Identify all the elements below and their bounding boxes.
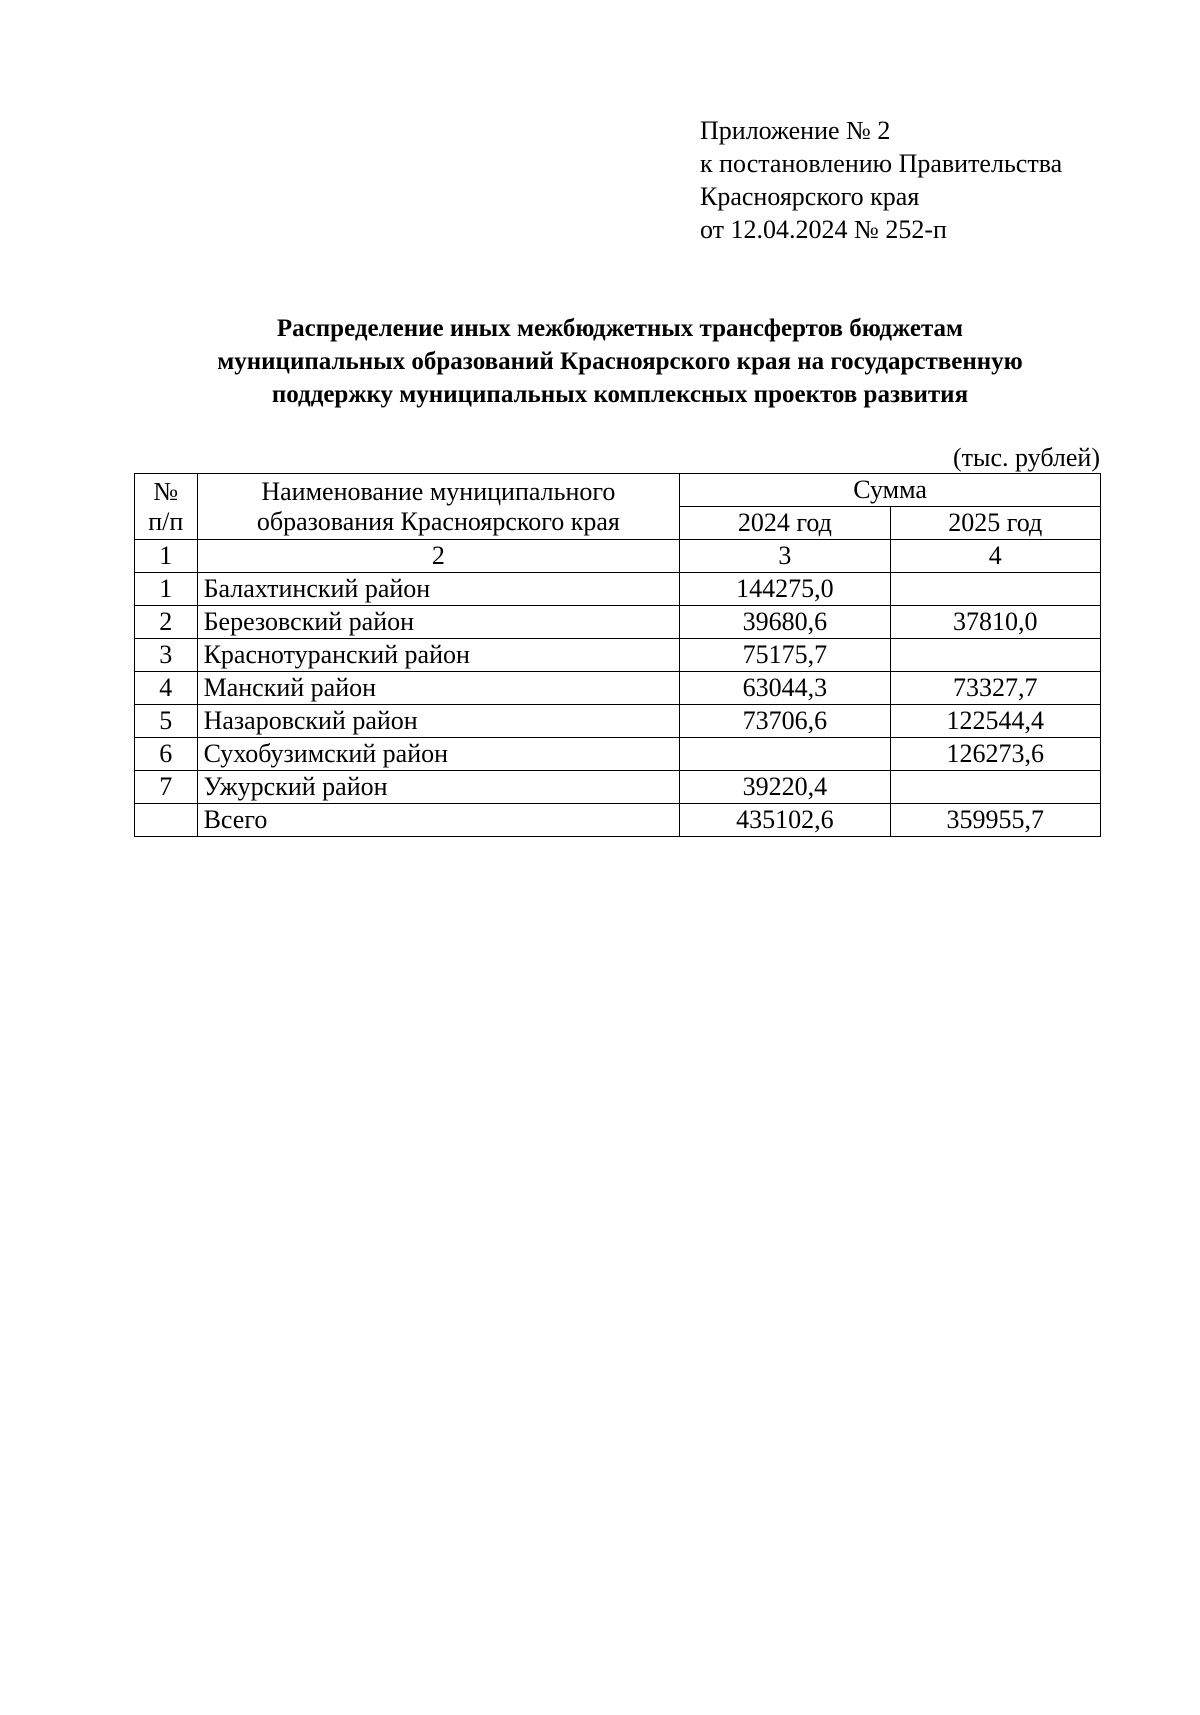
row-value-2024 xyxy=(680,738,890,771)
table-row xyxy=(135,573,1101,606)
header-num-line: № xyxy=(153,476,179,506)
header-num-line: п/п xyxy=(148,506,184,536)
row-value-2024: 63044,3 xyxy=(680,672,890,705)
total-label: Всего xyxy=(197,804,680,837)
row-value-2025 xyxy=(890,771,1100,804)
header-name-line: образования Красноярского края xyxy=(256,506,620,536)
distribution-table xyxy=(134,473,1101,837)
row-value-2024: 39220,4 xyxy=(680,771,890,804)
document-title xyxy=(120,312,1120,411)
row-value-2024: 73706,6 xyxy=(680,705,890,738)
total-num xyxy=(135,804,198,837)
row-name: Ужурский район xyxy=(197,771,680,804)
row-value-2025: 73327,7 xyxy=(890,672,1100,705)
row-value-2025: 122544,4 xyxy=(890,705,1100,738)
header-year-2024: 2024 год xyxy=(680,507,890,540)
row-value-2024: 75175,7 xyxy=(680,639,890,672)
row-num: 7 xyxy=(135,771,198,804)
table-row xyxy=(135,771,1101,804)
column-number: 1 xyxy=(135,540,198,573)
unit-label: (тыс. рублей) xyxy=(952,443,1100,472)
row-num: 1 xyxy=(135,573,198,606)
table-row xyxy=(135,606,1101,639)
column-number: 2 xyxy=(197,540,680,573)
table-row xyxy=(135,639,1101,672)
table-total-row xyxy=(135,804,1101,837)
row-name: Краснотуранский район xyxy=(197,639,680,672)
column-number-row xyxy=(135,540,1101,573)
column-number: 3 xyxy=(680,540,890,573)
row-value-2025 xyxy=(890,639,1100,672)
header-year-2025: 2025 год xyxy=(890,507,1100,540)
appendix-line: Приложение № 2 xyxy=(700,116,891,145)
total-value-2024: 435102,6 xyxy=(680,804,890,837)
column-number: 4 xyxy=(890,540,1100,573)
appendix-line: от 12.04.2024 № 252-п xyxy=(700,215,947,244)
title-line: Распределение иных межбюджетных трансфертов бюджетам xyxy=(276,315,964,342)
row-num: 5 xyxy=(135,705,198,738)
appendix-block xyxy=(700,114,1062,246)
header-sum: Сумма xyxy=(680,474,1101,507)
appendix-line: к постановлению Правительства xyxy=(700,149,1063,178)
row-value-2025: 37810,0 xyxy=(890,606,1100,639)
row-value-2024: 39680,6 xyxy=(680,606,890,639)
row-value-2025: 126273,6 xyxy=(890,738,1100,771)
row-name: Манский район xyxy=(197,672,680,705)
row-num: 4 xyxy=(135,672,198,705)
row-value-2025 xyxy=(890,573,1100,606)
row-name: Березовский район xyxy=(197,606,680,639)
total-value-2025: 359955,7 xyxy=(890,804,1100,837)
table-row xyxy=(135,672,1101,705)
row-name: Сухобузимский район xyxy=(197,738,680,771)
title-line: поддержку муниципальных комплексных проектов развития xyxy=(271,381,969,408)
row-name: Балахтинский район xyxy=(197,573,680,606)
table-row xyxy=(135,705,1101,738)
title-line: муниципальных образований Красноярского края на государственную xyxy=(217,348,1023,375)
row-num: 6 xyxy=(135,738,198,771)
header-name-line: Наименование муниципального xyxy=(261,476,616,506)
appendix-line: Красноярского края xyxy=(700,182,920,211)
table-row xyxy=(135,738,1101,771)
row-value-2024: 144275,0 xyxy=(680,573,890,606)
row-num: 3 xyxy=(135,639,198,672)
header-num xyxy=(135,474,198,540)
row-num: 2 xyxy=(135,606,198,639)
header-name xyxy=(197,474,680,540)
row-name: Назаровский район xyxy=(197,705,680,738)
table-header-row xyxy=(135,474,1101,507)
